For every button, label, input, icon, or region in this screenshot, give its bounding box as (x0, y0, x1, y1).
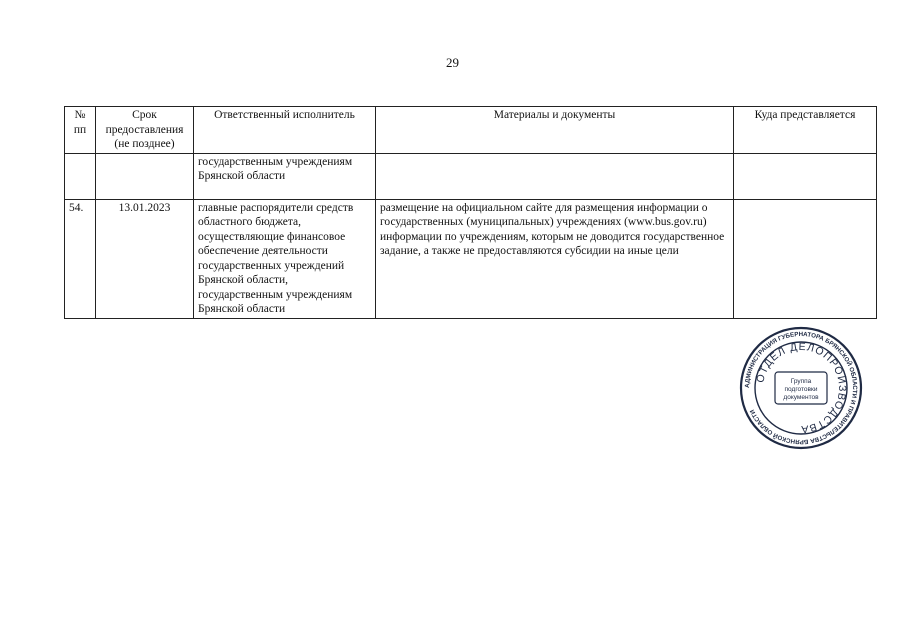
stamp-graphic (738, 325, 864, 451)
cell-materials: размещение на официальном сайте для размещения информации о государственных (муниципальных) учреждениях (www.bus.gov.ru) информации по учреждениям, которым не доводится государственное задание, а также не предоставляются субсидии на иные цели (376, 199, 734, 318)
cell-num: 54. (65, 199, 96, 318)
cell-materials (376, 153, 734, 199)
stamp-center-line1: Группа (790, 378, 812, 385)
cell-date: 13.01.2023 (96, 199, 194, 318)
official-stamp (738, 325, 864, 451)
stamp-center-line3: документов (783, 394, 819, 401)
cell-date (96, 153, 194, 199)
page-number: 29 (446, 55, 459, 70)
table-row (65, 153, 877, 199)
document-table (64, 106, 877, 319)
header-executor: Ответственный исполнитель (194, 107, 376, 154)
header-num: № пп (65, 107, 96, 154)
cell-num (65, 153, 96, 199)
header-deadline: Срок предоставления (не позднее) (96, 107, 194, 154)
header-materials: Материалы и документы (376, 107, 734, 154)
table-row (65, 199, 877, 318)
stamp-inner-text: ОТДЕЛ ДЕЛОПРОИЗВОДСТВА (754, 340, 849, 436)
cell-executor: государственным учреждениям Брянской области (194, 153, 376, 199)
stamp-outer-text: АДМИНИСТРАЦИЯ ГУБЕРНАТОРА БРЯНСКОЙ ОБЛАСТИ И ПРАВИТЕЛЬСТВА БРЯНСКОЙ ОБЛАСТИ (743, 330, 859, 446)
stamp-center-line2: подготовки (784, 386, 818, 393)
cell-destination (734, 153, 877, 199)
header-destination: Куда представляется (734, 107, 877, 154)
cell-destination (734, 199, 877, 318)
table-header-row (65, 107, 877, 154)
cell-executor: главные распорядители средств областного бюджета, осуществляющие финансовое обеспечение деятельности государственных учреждений Брянской области, государственным учреждениям Брянской области (194, 199, 376, 318)
